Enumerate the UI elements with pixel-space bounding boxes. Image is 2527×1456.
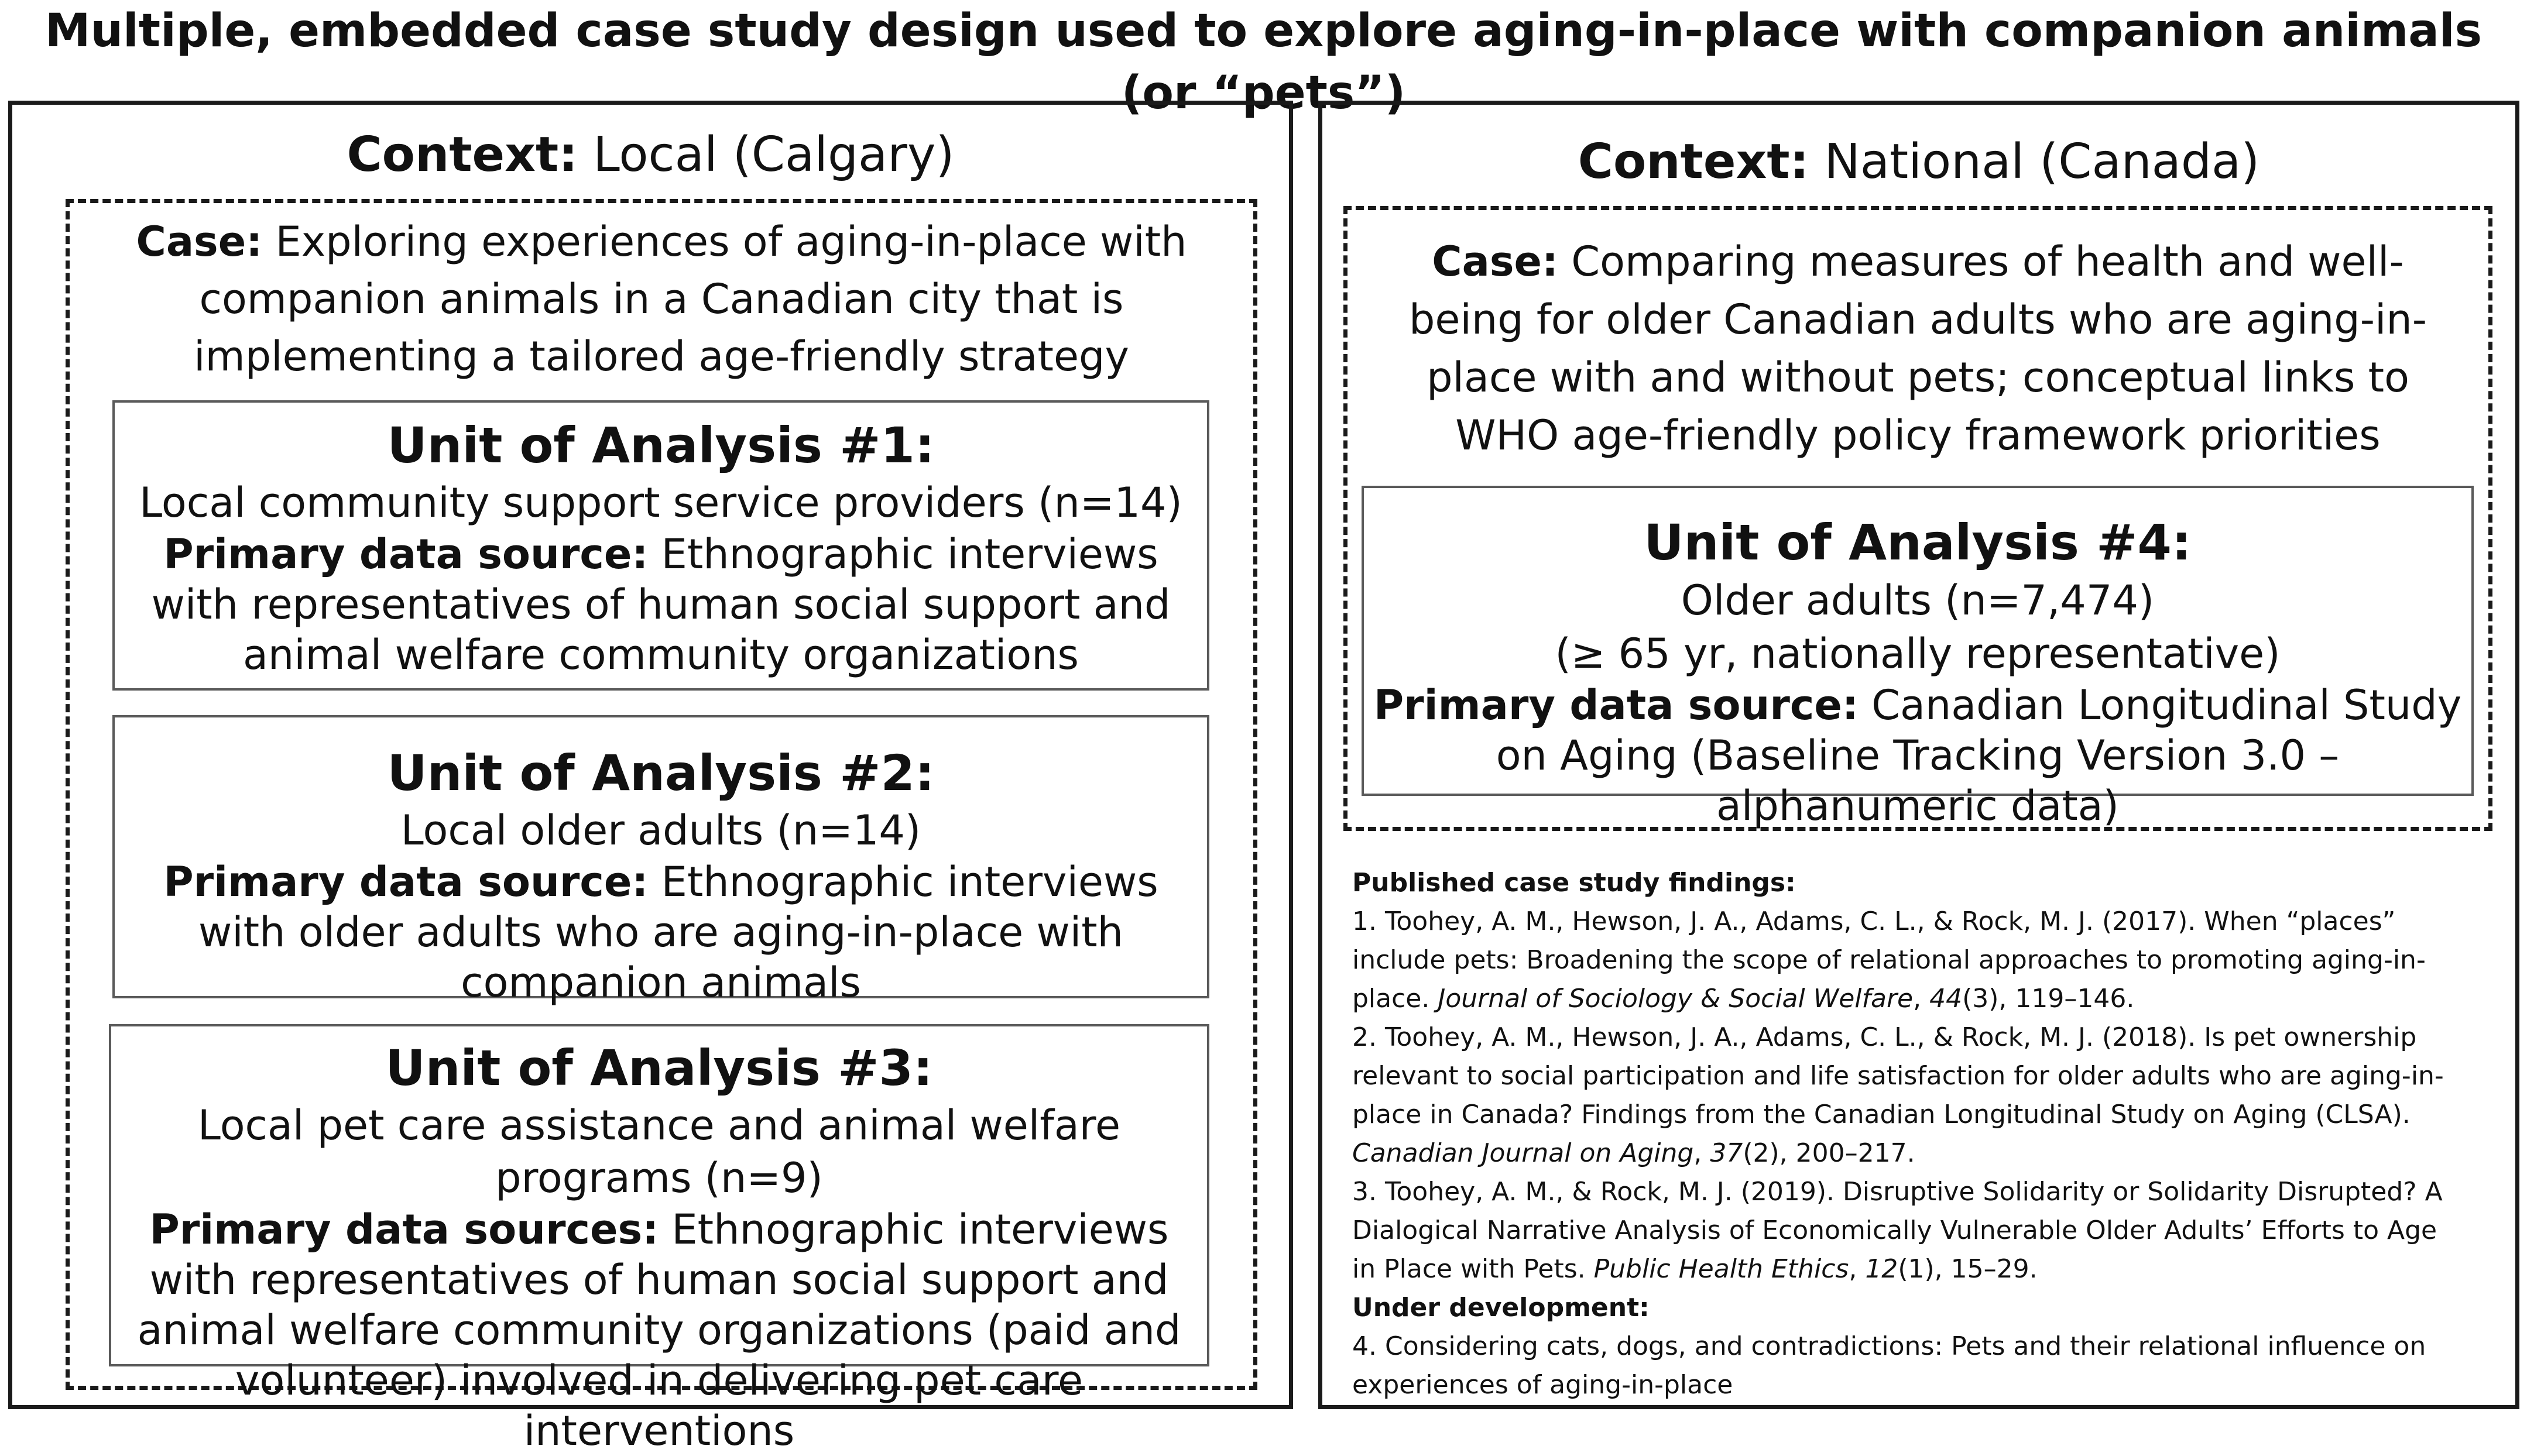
reference-2-separator: , <box>1693 1138 1710 1168</box>
reference-2 <box>1352 1018 2447 1173</box>
unit-3-content <box>120 1037 1198 1456</box>
national-case-label: Case: <box>1432 238 1558 286</box>
reference-2-text: 2. Toohey, A. M., Hewson, J. A., Adams, C. L., & Rock, M. J. (2018). Is pet ownership relevant to social participation and life satisfaction for older adults who are aging-in-place in Canada? Findings from the Canadian Longitudinal Study on Aging (CLSA). <box>1352 1022 2444 1129</box>
unit-2-source <box>126 857 1196 1008</box>
reference-2-volume: 37 <box>1710 1138 1743 1168</box>
national-case-text: Comparing measures of health and well-being for older Canadian adults who are aging-in-place with and without pets; conceptual links to WHO age-friendly policy framework priorities <box>1408 238 2427 459</box>
reference-1-journal: Journal of Sociology & Social Welfare <box>1438 984 1914 1014</box>
unit-1-heading: Unit of Analysis #1: <box>387 417 935 474</box>
unit-2-subject: Local older adults (n=14) <box>400 806 921 854</box>
unit-4-content <box>1373 511 2462 831</box>
unit-1-content <box>126 414 1196 680</box>
unit-4-heading: Unit of Analysis #4: <box>1644 514 2192 571</box>
unit-4-subject-detail: (≥ 65 yr, nationally representative) <box>1555 630 2281 678</box>
national-case-description <box>1379 233 2457 465</box>
unit-2-source-label: Primary data source: <box>163 858 649 906</box>
unit-3-heading: Unit of Analysis #3: <box>385 1039 933 1097</box>
local-case-description <box>117 213 1206 385</box>
unit-1-source-text: Ethnographic interviews with representatives of human social support and animal welfare community organizations <box>151 530 1171 679</box>
local-context-value: Local (Calgary) <box>593 127 955 183</box>
national-context-heading <box>1318 130 2519 194</box>
reference-3-volume: 12 <box>1865 1254 1898 1284</box>
unit-1-subject: Local community support service providers (n=14) <box>139 479 1182 527</box>
unit-4-source-label: Primary data source: <box>1373 681 1859 729</box>
under-development-heading: Under development: <box>1352 1293 1650 1323</box>
reference-1-text: 1. Toohey, A. M., Hewson, J. A., Adams, C. L., & Rock, M. J. (2017). When “places” include pets: Broadening the scope of relational approaches to promoting aging-in-place. <box>1352 906 2426 1014</box>
local-context-label: Context: <box>347 127 578 183</box>
unit-3-source-text: Ethnographic interviews with representatives of human social support and animal welfare community organizations (paid and volunteer) involved in delivering pet care interventions <box>137 1206 1181 1455</box>
unit-4-source <box>1373 680 2462 831</box>
reference-1-separator: , <box>1913 984 1930 1014</box>
reference-4: 4. Considering cats, dogs, and contradictions: Pets and their relational influence on experiences of aging-in-place <box>1352 1331 2426 1400</box>
reference-1-pages: (3), 119–146. <box>1962 984 2135 1014</box>
local-context-heading <box>8 123 1293 187</box>
reference-3-journal: Public Health Ethics <box>1593 1254 1849 1284</box>
unit-4-subject: Older adults (n=7,474) <box>1681 576 2155 624</box>
unit-3-subject: Local pet care assistance and animal welfare programs (n=9) <box>197 1101 1121 1202</box>
local-case-text: Exploring experiences of aging-in-place with companion animals in a Canadian city that is implementing a tailored age-friendly strategy <box>194 218 1187 380</box>
findings-heading: Published case study findings: <box>1352 868 1796 898</box>
local-case-label: Case: <box>136 218 263 266</box>
national-context-label: Context: <box>1578 134 1809 190</box>
unit-3-source <box>120 1204 1198 1456</box>
unit-3-source-label: Primary data sources: <box>149 1206 659 1254</box>
findings-list <box>1352 864 2447 1405</box>
unit-2-heading: Unit of Analysis #2: <box>387 744 935 802</box>
unit-4-source-text: Canadian Longitudinal Study on Aging (Baseline Tracking Version 3.0 – alphanumeric data) <box>1496 681 2462 830</box>
unit-1-source <box>126 529 1196 680</box>
reference-2-pages: (2), 200–217. <box>1743 1138 1915 1168</box>
unit-2-content <box>126 742 1196 1008</box>
reference-1 <box>1352 902 2447 1018</box>
reference-1-volume: 44 <box>1929 984 1963 1014</box>
unit-1-source-label: Primary data source: <box>163 530 649 578</box>
national-context-value: National (Canada) <box>1824 134 2260 190</box>
reference-3-pages: (1), 15–29. <box>1898 1254 2038 1284</box>
reference-3-separator: , <box>1849 1254 1866 1284</box>
figure-title: Multiple, embedded case study design used to explore aging-in-place with companion animals (or “pets”) <box>44 5 2483 119</box>
reference-3-text: 3. Toohey, A. M., & Rock, M. J. (2019). Disruptive Solidarity or Solidarity Disrupted? A Dialogical Narrative Analysis of Economically Vulnerable Older Adults’ Efforts to Age in Place with Pets. <box>1352 1177 2443 1284</box>
reference-2-journal: Canadian Journal on Aging <box>1352 1138 1694 1168</box>
reference-3 <box>1352 1173 2447 1289</box>
unit-2-source-text: Ethnographic interviews with older adults who are aging-in-place with companion animals <box>198 858 1158 1007</box>
